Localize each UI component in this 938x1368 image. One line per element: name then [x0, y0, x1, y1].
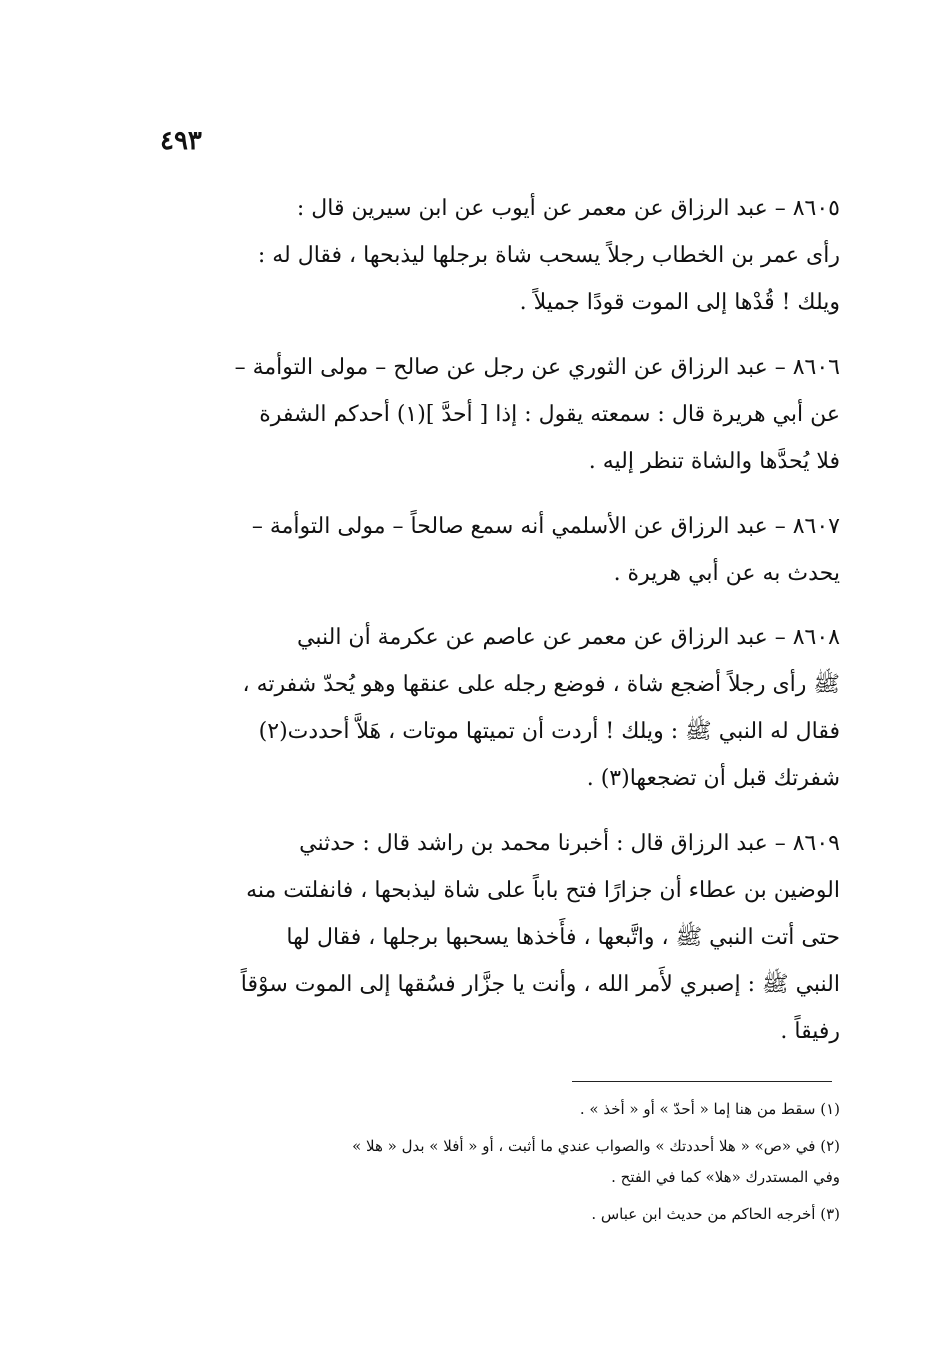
text-line: شفرتك قبل أن تضجعها(٣) . — [586, 766, 840, 791]
footnote-3 — [160, 1199, 840, 1230]
footnote-line: (٣) أخرجه الحاكم من حديث ابن عباس . — [591, 1205, 840, 1223]
text-line: ٨٦٠٩ – عبد الرزاق قال : أخبرنا محمد بن راشد قال : حدثني — [299, 831, 840, 856]
text-line: ٨٦٠٧ – عبد الرزاق عن الأسلمي أنه سمع صالحاً – مولى التوأمة – — [251, 514, 840, 539]
footnotes — [160, 1094, 840, 1236]
text-line: عن أبي هريرة قال : سمعته يقول : إذا [ أحدَّ ](١) أحدكم الشفرة — [259, 402, 840, 427]
hadith-8607 — [160, 503, 840, 597]
footnote-line: (٢) في «ص» « هلا أحددتك » والصواب عندي ما أثبت ، أو « أفلا » بدل « هلا » — [352, 1137, 840, 1155]
hadith-8608 — [160, 614, 840, 802]
text-line: رفيقاً . — [780, 1019, 840, 1044]
hadith-8606 — [160, 344, 840, 485]
hadith-8609 — [160, 820, 840, 1055]
text-line: يحدث به عن أبي هريرة . — [613, 561, 840, 586]
text-line: فلا يُحدَّها والشاة تنظر إليه . — [588, 449, 840, 474]
footnote-line: (١) سقط من هنا إما « أحدّ » أو « أخذ » . — [579, 1100, 840, 1118]
text-line: فقال له النبي ﷺ : ويلك ! أردت أن تميتها موتات ، هَلاَّ أحددت(٢) — [258, 719, 840, 744]
footnote-1 — [160, 1094, 840, 1125]
footnote-line: وفي المستدرك «هلا» كما في الفتح . — [611, 1168, 840, 1186]
page-number: ٤٩٣ — [160, 126, 202, 156]
text-line: رأى عمر بن الخطاب رجلاً يسحب شاة برجلها ليذبحها ، فقال له : — [257, 243, 840, 268]
text-line: ٨٦٠٦ – عبد الرزاق عن الثوري عن رجل عن صالح – مولى التوأمة – — [234, 355, 840, 380]
footnote-2 — [160, 1131, 840, 1193]
text-line: ويلك ! قُدْها إلى الموت قودًا جميلاً . — [519, 290, 840, 315]
footnote-divider — [572, 1081, 832, 1082]
text-line: ﷺ رأى رجلاً أضجع شاة ، فوضع رجله على عنقها وهو يُحدّ شفرته ، — [242, 672, 840, 697]
text-line: ٨٦٠٥ – عبد الرزاق عن معمر عن أيوب عن ابن سيرين قال : — [296, 196, 840, 221]
text-line: الوضين بن عطاء أن جزارًا فتح باباً على شاة ليذبحها ، فانفلتت منه — [246, 878, 840, 903]
text-line: ٨٦٠٨ – عبد الرزاق عن معمر عن عاصم عن عكرمة أن النبي — [297, 625, 840, 650]
hadith-8605 — [160, 185, 840, 326]
text-line: حتى أتت النبي ﷺ ، واتَّبعها ، فأَخذها يسحبها برجلها ، فقال لها — [286, 925, 840, 950]
text-line: النبي ﷺ : إصبري لأَمر الله ، وأنت يا جزَّار فسُقها إلى الموت سوْقاً — [240, 972, 840, 997]
